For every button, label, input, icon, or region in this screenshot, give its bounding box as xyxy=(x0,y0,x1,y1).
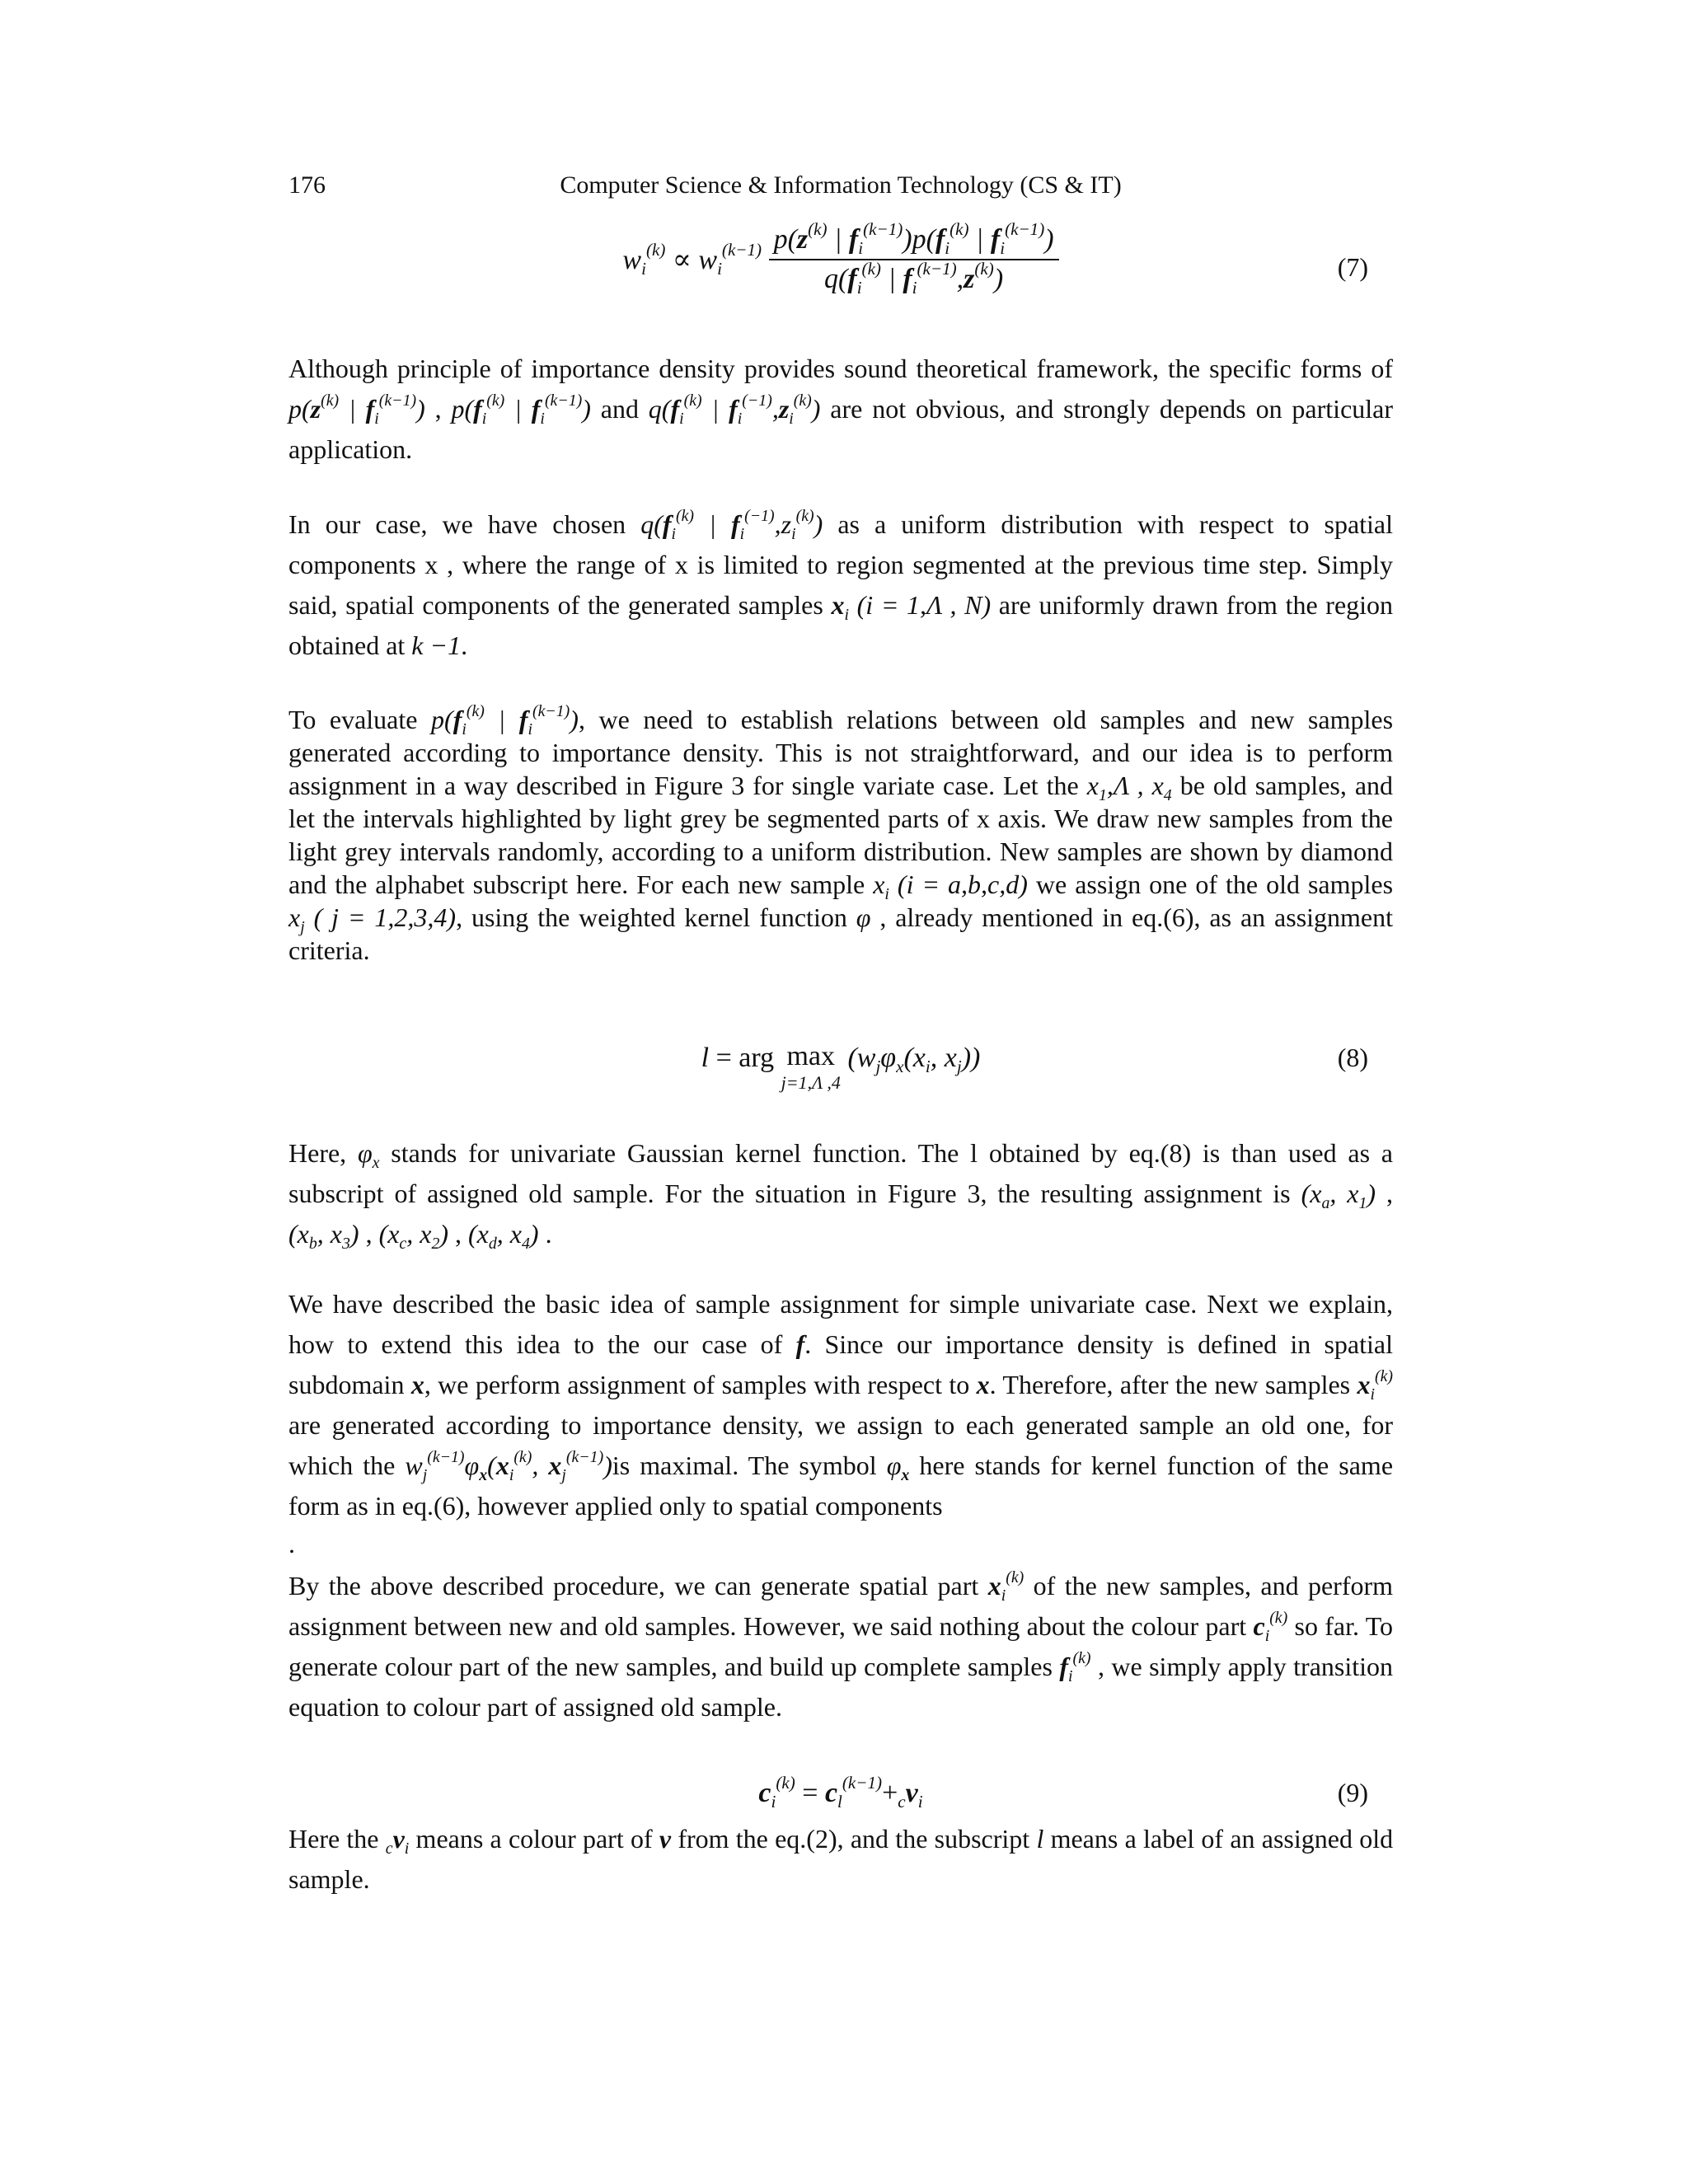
equation-9: $c_i^{(k)} = c_l^{(k-1)}+_cv_i$ (9) xyxy=(758,1773,1368,1812)
equation-8: l = arg max j=1,Λ ,4 ($w_j\varphi_x(x_i$, $x_j$)) (8) xyxy=(701,1041,1368,1093)
paragraph-6: By the above described procedure, we can generate spatial part $x_i^{(k)}$ of the new samples, and perform assignment between new and old samples. However, we said nothing about the colour part $c_i^{(k)}$ so far. To generate colour part of the new samples, and build up complete samples $f_i^{(k)}$ , we simply apply transition equation to colour part of assigned old sample. xyxy=(288,1568,1394,1722)
paragraph-5: We have described the basic idea of sample assignment for simple univariate case. Next we explain, how to extend this idea to the our case of f. Since our importance density is defined in spatial subdomain x, we perform assignment of samples with respect to x. Therefore, after the new samples $x_i^{(k)}$ are generated according to importance density, we assign to each generated sample an old one, for which the $w_j^{(k-1)}\varphi_x(x_i^{(k)}$, $x_j^{(k-1)})is$ maximal. The symbol $\varphi_x$ here stands for kernel function of the same form as in eq.(6), however applied only to spatial components xyxy=(288,1289,1394,1521)
paragraph-7: Here the $_cv_i$ means a colour part of v from the eq.(2), and the subscript l means a label of an assigned old sample. xyxy=(288,1824,1394,1894)
paragraph-2: In our case, we have chosen $q(f_i^{(k)}$ | $f_i^{(-1)},z_i^{(k)}$) as a uniform distribution with respect to spatial components x , where the range of x is limited to region segmented at the previous time step. Simply said, spatial components of the generated samples $x_i$ (i = 1,Λ , N) are uniformly drawn from the region obtained at k −1. xyxy=(288,507,1394,660)
journal-title: Computer Science & Information Technology (CS & IT) xyxy=(560,171,1122,199)
paragraph-3: To evaluate $p(f_i^{(k)}$ | $f_i^{(k-1)}$), we need to establish relations between old samples and new samples generated according to importance density. This is not straightforward, and our idea is to perform assignment in a way described in Figure 3 for single variate case. Let the $x_1,\Lambda$ , $x_4$ be old samples, and let the intervals highlighted by light grey be segmented parts of x axis. We draw new samples from the light grey intervals randomly, according to a uniform distribution. New samples are shown by diamond and the alphabet subscript here. For each new sample $x_i$ (i = a,b,c,d) we assign one of the old samples $x_j$ ( j = 1,2,3,4), using the weighted kernel function φ , already mentioned in eq.(6), as an assignment criteria. xyxy=(288,702,1394,965)
paragraph-4: Here, $\varphi_x$ stands for univariate Gaussian kernel function. The l obtained by eq.(8) is than used as a subscript of assigned old sample. For the situation in Figure 3, the resulting assignment is ($x_a$, $x_1$) , ($x_b$, $x_3$) , ($x_c$, $x_2$) , ($x_d$, $x_4$) . xyxy=(288,1138,1394,1253)
page-number: 176 xyxy=(288,171,326,199)
equation-number: (7) xyxy=(1337,252,1368,282)
running-header xyxy=(288,171,1393,208)
paragraph-1: Although principle of importance density provides sound theoretical framework, the specific forms of $p(z^{(k)}$ | $f_i^{(k-1)}$) , $p(f_i^{(k)}$ | $f_i^{(k-1)}$) and $q(f_i^{(k)}$ | $f_i^{(-1)},z_i^{(k)}$) are not obvious, and strongly depends on particular application. xyxy=(288,354,1394,464)
equation-number: (9) xyxy=(1337,1778,1368,1807)
equation-7: $w_i^{(k)} \propto w_i^{(k-1)}$ $\frac{p(z^{(k)} | f_i^{(k-1)})p(f_i^{(k)} | f_i^{(k-1)})}{q(f_i^{(k)} | f_i^{(k-1)},z^{(k)})}$ (7) xyxy=(622,219,1368,298)
equation-number: (8) xyxy=(1337,1043,1368,1072)
stray-period: . xyxy=(288,1529,295,1558)
